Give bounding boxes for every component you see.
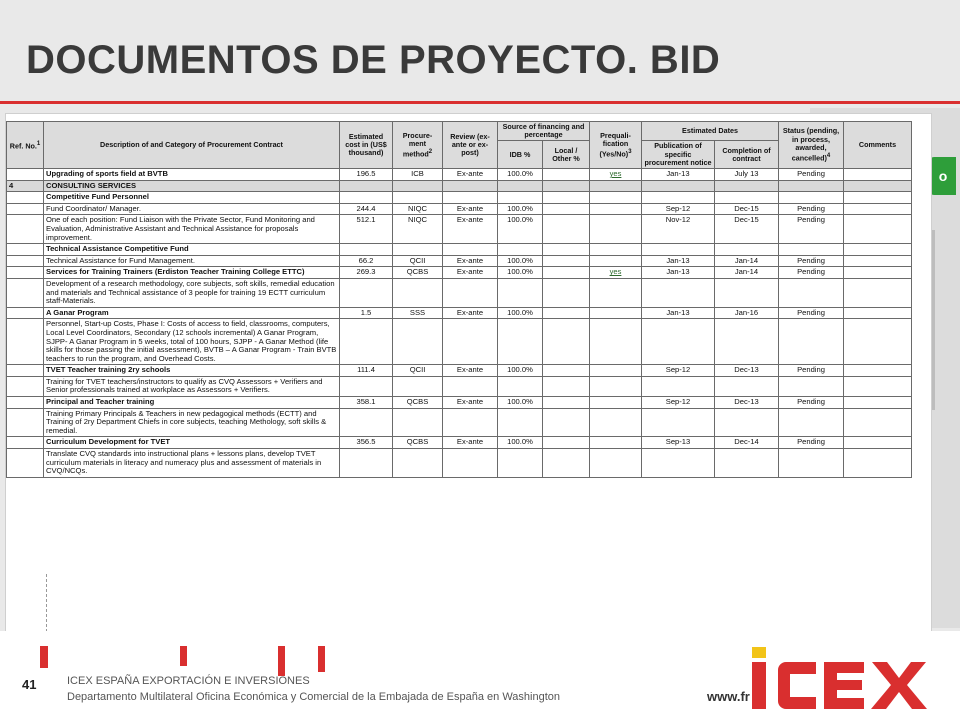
method-cell — [393, 192, 443, 204]
idb-cell — [498, 408, 543, 437]
comments-cell — [844, 192, 912, 204]
description-cell: Personnel, Start-up Costs, Phase I: Costs of access to field, classrooms, computers, Local Level Coordinators, Secondary (12 schools incremental) A Ganar Program, SJPP- A Ganar Program in 5 weeks, total of 100 hours, SJPP - A Ganar Method (life skills for those passing the initial assessment), BVTB – A Ganar Program - Train BVTB teachers to run the program, and Overhead Costs. — [44, 319, 340, 365]
table-row — [7, 397, 912, 409]
prequal-cell — [590, 203, 642, 215]
comments-cell — [844, 203, 912, 215]
ref-cell — [7, 365, 44, 377]
local-cell — [543, 278, 590, 307]
completion-cell: Jan-16 — [715, 307, 779, 319]
comments-cell — [844, 319, 912, 365]
publication-cell — [642, 376, 715, 396]
header-dates: Estimated Dates — [642, 122, 779, 141]
cost-cell: 111.4 — [340, 365, 393, 377]
prequal-cell — [590, 408, 642, 437]
status-cell: Pending — [779, 203, 844, 215]
cost-cell: 269.3 — [340, 267, 393, 279]
ref-cell — [7, 408, 44, 437]
page-title: DOCUMENTOS DE PROYECTO. BID — [26, 38, 721, 82]
table-row — [7, 408, 912, 437]
completion-cell: Jan-14 — [715, 267, 779, 279]
ref-cell — [7, 319, 44, 365]
local-cell — [543, 376, 590, 396]
side-scroll-track — [932, 230, 935, 410]
description-cell: Translate CVQ standards into instructional plans + lessons plans, develop TVET curriculum materials in literacy and numeracy plus and assessment of materials in CVQ/NCQs. — [44, 449, 340, 478]
idb-cell: 100.0% — [498, 307, 543, 319]
status-cell — [779, 408, 844, 437]
table-row — [7, 203, 912, 215]
table-row — [7, 192, 912, 204]
status-cell: Pending — [779, 365, 844, 377]
prequal-cell — [590, 255, 642, 267]
table-row — [7, 215, 912, 244]
local-cell — [543, 180, 590, 192]
review-cell — [443, 180, 498, 192]
description-cell: One of each position: Fund Liaison with the Private Sector, Fund Monitoring and Evaluation, Administrative Assistant and Technical Assistance for proposals improvement. — [44, 215, 340, 244]
status-cell: Pending — [779, 307, 844, 319]
idb-cell: 100.0% — [498, 203, 543, 215]
prequal-cell — [590, 397, 642, 409]
table-row — [7, 365, 912, 377]
table-row — [7, 169, 912, 181]
completion-cell — [715, 319, 779, 365]
table-row — [7, 244, 912, 256]
prequal-cell — [590, 319, 642, 365]
ref-cell — [7, 376, 44, 396]
completion-cell: Dec-15 — [715, 215, 779, 244]
completion-cell — [715, 192, 779, 204]
review-cell: Ex-ante — [443, 215, 498, 244]
method-cell: SSS — [393, 307, 443, 319]
cost-cell: 358.1 — [340, 397, 393, 409]
prequal-cell: yes — [590, 169, 642, 181]
ref-cell — [7, 278, 44, 307]
description-cell: Training for TVET teachers/instructors to qualify as CVQ Assessors + Verifiers and Senior professionals trained at workplace as Assessors + Verifiers. — [44, 376, 340, 396]
comments-cell — [844, 255, 912, 267]
idb-cell — [498, 319, 543, 365]
status-cell: Pending — [779, 267, 844, 279]
prequal-cell — [590, 365, 642, 377]
margin-rule — [46, 574, 47, 632]
cost-cell — [340, 319, 393, 365]
header-cost: Estimated cost in (US$ thousand) — [340, 122, 393, 169]
comments-cell — [844, 215, 912, 244]
local-cell — [543, 307, 590, 319]
publication-cell: Jan-13 — [642, 307, 715, 319]
comments-cell — [844, 365, 912, 377]
completion-cell: Dec-14 — [715, 437, 779, 449]
local-cell — [543, 437, 590, 449]
description-cell: Technical Assistance Competitive Fund — [44, 244, 340, 256]
cost-cell — [340, 244, 393, 256]
idb-cell: 100.0% — [498, 437, 543, 449]
idb-cell — [498, 449, 543, 478]
method-cell — [393, 449, 443, 478]
table-row — [7, 267, 912, 279]
publication-cell — [642, 408, 715, 437]
section-row — [7, 180, 912, 192]
footer-mark — [180, 646, 187, 666]
local-cell — [543, 215, 590, 244]
description-cell: Development of a research methodology, core subjects, soft skills, remedial education and materials and Technical assistance of 3 people for training 19 ECTT curriculum staff-Materials. — [44, 278, 340, 307]
publication-cell — [642, 319, 715, 365]
method-cell — [393, 408, 443, 437]
footer-mark — [278, 646, 285, 676]
description-cell: Services for Training Trainers (Erdiston Teacher Training College ETTC) — [44, 267, 340, 279]
publication-cell — [642, 180, 715, 192]
description-cell: Training Primary Principals & Teachers in new pedagogical methods (ECTT) and Training of 2ry Department Chiefs in core subjects, teaching Methology, soft skills & remedial. — [44, 408, 340, 437]
table-row — [7, 437, 912, 449]
status-cell — [779, 244, 844, 256]
method-cell: NIQC — [393, 215, 443, 244]
cost-cell: 66.2 — [340, 255, 393, 267]
cost-cell: 196.5 — [340, 169, 393, 181]
prequal-cell — [590, 449, 642, 478]
review-cell — [443, 192, 498, 204]
ref-cell — [7, 203, 44, 215]
ref-cell: 4 — [7, 180, 44, 192]
header-review: Review (ex-ante or ex-post) — [443, 122, 498, 169]
description-cell: Technical Assistance for Fund Management. — [44, 255, 340, 267]
header-comments: Comments — [844, 122, 912, 169]
prequal-cell — [590, 278, 642, 307]
table-header-row — [7, 122, 912, 141]
comments-cell — [844, 169, 912, 181]
local-cell — [543, 244, 590, 256]
idb-cell — [498, 376, 543, 396]
cost-cell: 356.5 — [340, 437, 393, 449]
header-ref: Ref. No.$^1$ — [7, 122, 44, 169]
header-completion: Completion of contract — [715, 141, 779, 169]
method-cell: NIQC — [393, 203, 443, 215]
header-prequal: Prequali-fication $(Yes/No)^3$ — [590, 122, 642, 169]
cost-cell — [340, 278, 393, 307]
comments-cell — [844, 397, 912, 409]
review-cell — [443, 408, 498, 437]
completion-cell — [715, 244, 779, 256]
method-cell: QCII — [393, 255, 443, 267]
procurement-document — [5, 113, 932, 633]
completion-cell: Jan-14 — [715, 255, 779, 267]
local-cell — [543, 192, 590, 204]
review-cell — [443, 319, 498, 365]
description-cell: Curriculum Development for TVET — [44, 437, 340, 449]
publication-cell — [642, 192, 715, 204]
completion-cell — [715, 376, 779, 396]
status-cell — [779, 319, 844, 365]
status-cell: Pending — [779, 437, 844, 449]
comments-cell — [844, 408, 912, 437]
table-row — [7, 319, 912, 365]
local-cell — [543, 365, 590, 377]
method-cell — [393, 319, 443, 365]
idb-cell: 100.0% — [498, 365, 543, 377]
cost-cell — [340, 192, 393, 204]
cost-cell — [340, 180, 393, 192]
local-cell — [543, 267, 590, 279]
description-cell: Upgrading of sports field at BVTB — [44, 169, 340, 181]
ref-cell — [7, 307, 44, 319]
footer-organization: ICEX ESPAÑA EXPORTACIÓN E INVERSIONES — [67, 675, 310, 687]
method-cell: QCBS — [393, 267, 443, 279]
publication-cell: Jan-13 — [642, 255, 715, 267]
table-row — [7, 376, 912, 396]
ref-cell — [7, 192, 44, 204]
cost-cell — [340, 449, 393, 478]
idb-cell — [498, 278, 543, 307]
publication-cell: Sep-12 — [642, 365, 715, 377]
status-cell — [779, 192, 844, 204]
ref-cell — [7, 215, 44, 244]
cost-cell — [340, 376, 393, 396]
prequal-cell — [590, 215, 642, 244]
idb-cell — [498, 244, 543, 256]
title-divider — [0, 101, 960, 104]
completion-cell — [715, 449, 779, 478]
description-cell: TVET Teacher training 2ry schools — [44, 365, 340, 377]
publication-cell: Jan-13 — [642, 169, 715, 181]
header-method: Procure-ment method$^2$ — [393, 122, 443, 169]
idb-cell: 100.0% — [498, 267, 543, 279]
icex-logo — [750, 647, 960, 709]
table-row — [7, 449, 912, 478]
completion-cell: Dec-13 — [715, 397, 779, 409]
header-publication: Publication of specific procurement notice — [642, 141, 715, 169]
review-cell: Ex-ante — [443, 437, 498, 449]
review-cell: Ex-ante — [443, 203, 498, 215]
prequal-cell — [590, 244, 642, 256]
header-status: Status (pending, in process, awarded, cancelled)$^4$ — [779, 122, 844, 169]
header-local: Local / Other % — [543, 141, 590, 169]
idb-cell: 100.0% — [498, 169, 543, 181]
procurement-table — [6, 121, 912, 478]
completion-cell — [715, 180, 779, 192]
ref-cell — [7, 267, 44, 279]
idb-cell: 100.0% — [498, 255, 543, 267]
status-cell: Pending — [779, 215, 844, 244]
status-cell — [779, 376, 844, 396]
review-cell — [443, 278, 498, 307]
cost-cell: 1.5 — [340, 307, 393, 319]
status-cell: Pending — [779, 169, 844, 181]
description-cell: A Ganar Program — [44, 307, 340, 319]
completion-cell: Dec-13 — [715, 365, 779, 377]
comments-cell — [844, 278, 912, 307]
review-cell: Ex-ante — [443, 255, 498, 267]
publication-cell: Sep-13 — [642, 437, 715, 449]
idb-cell: 100.0% — [498, 215, 543, 244]
comments-cell — [844, 180, 912, 192]
publication-cell: Sep-12 — [642, 203, 715, 215]
ref-cell — [7, 397, 44, 409]
prequal-cell — [590, 437, 642, 449]
review-cell — [443, 376, 498, 396]
cost-cell: 512.1 — [340, 215, 393, 244]
header-idb: IDB % — [498, 141, 543, 169]
review-cell: Ex-ante — [443, 169, 498, 181]
completion-cell: Dec-15 — [715, 203, 779, 215]
review-cell — [443, 244, 498, 256]
completion-cell — [715, 278, 779, 307]
publication-cell — [642, 278, 715, 307]
publication-cell — [642, 244, 715, 256]
page-number: 41 — [22, 677, 37, 692]
review-cell: Ex-ante — [443, 397, 498, 409]
review-cell: Ex-ante — [443, 307, 498, 319]
method-cell — [393, 278, 443, 307]
table-row — [7, 255, 912, 267]
completion-cell: July 13 — [715, 169, 779, 181]
review-cell — [443, 449, 498, 478]
description-cell: Fund Coordinator/ Manager. — [44, 203, 340, 215]
local-cell — [543, 255, 590, 267]
comments-cell — [844, 267, 912, 279]
cost-cell — [340, 408, 393, 437]
header-source: Source of financing and percentage — [498, 122, 590, 141]
ref-cell — [7, 169, 44, 181]
comments-cell — [844, 307, 912, 319]
cost-cell: 244.4 — [340, 203, 393, 215]
method-cell — [393, 180, 443, 192]
local-cell — [543, 449, 590, 478]
header-description: Description of and Category of Procurement Contract — [44, 122, 340, 169]
review-cell: Ex-ante — [443, 267, 498, 279]
idb-cell — [498, 180, 543, 192]
comments-cell — [844, 449, 912, 478]
comments-cell — [844, 244, 912, 256]
local-cell — [543, 169, 590, 181]
status-cell — [779, 449, 844, 478]
completion-cell — [715, 408, 779, 437]
footer-website[interactable]: www.fr — [707, 689, 750, 704]
ref-cell — [7, 449, 44, 478]
table-row — [7, 278, 912, 307]
local-cell — [543, 319, 590, 365]
status-cell — [779, 278, 844, 307]
prequal-cell — [590, 376, 642, 396]
method-cell — [393, 376, 443, 396]
ref-cell — [7, 437, 44, 449]
status-cell: Pending — [779, 397, 844, 409]
method-cell: QCBS — [393, 397, 443, 409]
review-cell: Ex-ante — [443, 365, 498, 377]
publication-cell — [642, 449, 715, 478]
description-cell: Competitive Fund Personnel — [44, 192, 340, 204]
method-cell: QCBS — [393, 437, 443, 449]
status-cell: Pending — [779, 255, 844, 267]
idb-cell: 100.0% — [498, 397, 543, 409]
publication-cell: Nov-12 — [642, 215, 715, 244]
footer-department: Departamento Multilateral Oficina Económica y Comercial de la Embajada de España en Washington — [67, 691, 561, 703]
local-cell — [543, 203, 590, 215]
side-tab-button[interactable]: o — [930, 157, 956, 195]
comments-cell — [844, 437, 912, 449]
footer-mark — [318, 646, 325, 672]
footer-mark — [40, 646, 48, 668]
ref-cell — [7, 244, 44, 256]
prequal-cell — [590, 192, 642, 204]
comments-cell — [844, 376, 912, 396]
description-cell: CONSULTING SERVICES — [44, 180, 340, 192]
method-cell: QCII — [393, 365, 443, 377]
description-cell: Principal and Teacher training — [44, 397, 340, 409]
publication-cell: Jan-13 — [642, 267, 715, 279]
local-cell — [543, 408, 590, 437]
prequal-cell: yes — [590, 267, 642, 279]
local-cell — [543, 397, 590, 409]
prequal-cell — [590, 307, 642, 319]
publication-cell: Sep-12 — [642, 397, 715, 409]
status-cell — [779, 180, 844, 192]
idb-cell — [498, 192, 543, 204]
method-cell — [393, 244, 443, 256]
ref-cell — [7, 255, 44, 267]
method-cell: ICB — [393, 169, 443, 181]
table-row — [7, 307, 912, 319]
prequal-cell — [590, 180, 642, 192]
